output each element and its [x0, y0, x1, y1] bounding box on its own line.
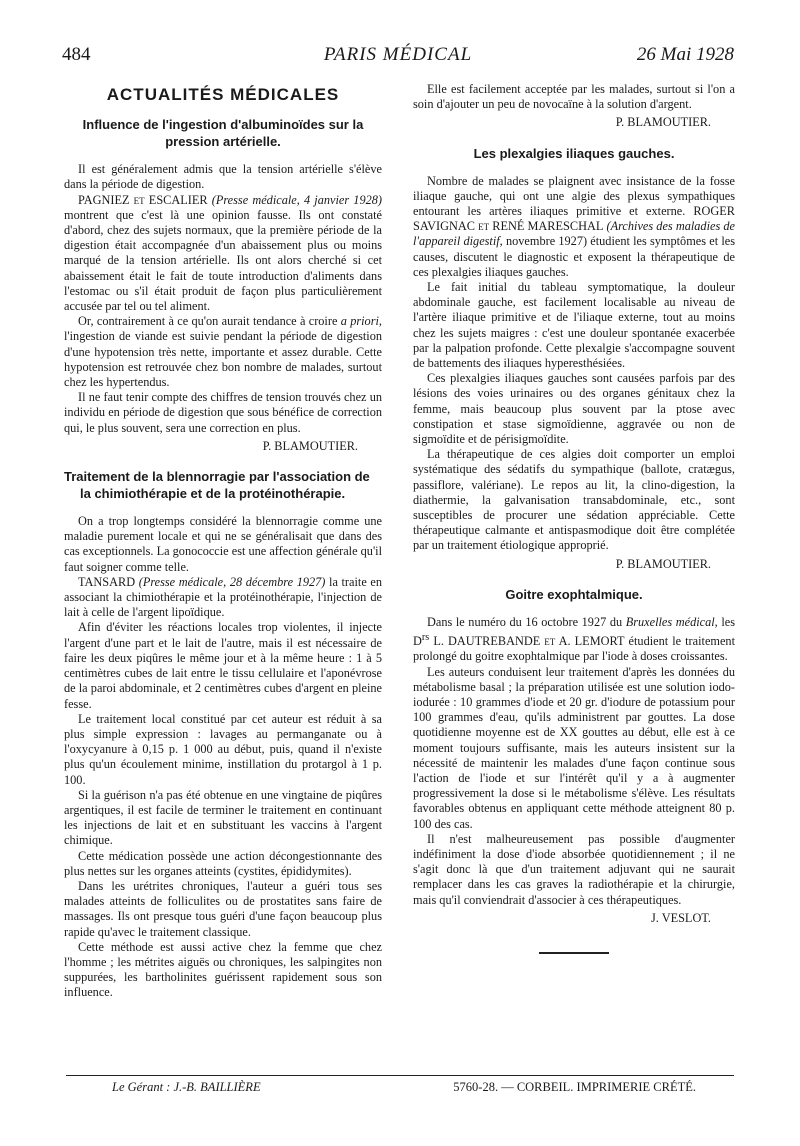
footer-divider — [66, 1075, 734, 1076]
paragraph-text: , les D — [413, 614, 735, 649]
article-title-plexalgies: Les plexalgies iliaques gauches. — [473, 145, 675, 161]
author-names: PAGNIEZ et ESCALIER — [78, 192, 208, 207]
paragraph — [64, 575, 382, 621]
paragraph: On a trop longtemps considéré la blennorragie comme une maladie purement locale et qui ne se généralisait que dans des cas exceptionnels. La gonococcie est une affection générale qu'il faut soigner comme telle. — [64, 514, 382, 574]
paragraph: Cette méthode est aussi active chez la femme que chez l'homme ; les métrites aiguës ou chroniques, les salpingites non suppurées, les bartholinites guérissent rapidement sous son influence. — [64, 939, 382, 1000]
left-column — [64, 82, 382, 1001]
paragraph: Dans les urétrites chroniques, l'auteur a guéri tous ses malades atteints de folliculites ou de prostatites sans faire de massages. Ils ont presque tous guéri d'une façon beaucoup plus rapide qu'avec le traitement classique. — [64, 878, 382, 939]
paragraph-text: novembre 1927) étudient les symptômes et les causes, discutent le diagnostic et exposent la thérapeutique de ces plexalgies iliaques gauches. — [413, 234, 735, 279]
superscript: rs — [421, 632, 430, 644]
citation: (Presse médicale, 28 décembre 1927) — [138, 574, 326, 589]
signature: P. BLAMOUTIER. — [615, 115, 711, 130]
author-names: L. DAUTREBANDE et A. LEMORT — [429, 634, 625, 649]
paragraph: La thérapeutique de ces algies doit comporter un emploi systématique des sédatifs du sympathique (ballote, cratægus, passiflore, valériane). Le repos au lit, la clino-digestion, la diathermie, la galvanisation transabdominale, etc., sont susceptibles de procurer une sédation appréciable. Cette thérapeutique calmante et antispasmodique doit être complétée par un traitement étiologique approprié. — [413, 447, 735, 553]
signature: P. BLAMOUTIER. — [262, 438, 358, 453]
paragraph — [413, 615, 735, 665]
paragraph: Elle est facilement acceptée par les malades, surtout si l'on a soin d'ajouter un peu de novocaïne à la solution d'argent. — [413, 82, 735, 112]
paragraph: Les auteurs conduisent leur traitement d'après les données du métabolisme basal ; la préparation utilisée est une solution iodo-iodurée : 10 grammes d'iode et 20 gr. d'iodure de potassium pour 100 grammes d'eau, qu'ils administrent par gouttes. La dose quotidienne moyenne est de XX gouttes au début, elle est à ce moment toujours suffisante, mais les auteurs insistent sur la nécessité de maintenir les malades d'une façon continue sous l'action de l'iode et sur l'intérêt qu'il y a à augmenter progressivement la dose si le métabolisme s'élève. Les résultats favorables obtenus en appliquant cette méthode atteignent 80 p. 100 des cas. — [413, 664, 735, 831]
paragraph: Le traitement local constitué par cet auteur est réduit à sa plus simple expression : lavages au permanganate ou à l'oxycyanure à 0,15 p. 1 000 au début, puis, quand il n'existe plus qu'un écoulement minime, instillation du protargol à 1 p. 100. — [64, 711, 382, 787]
paragraph-text: , l'ingestion de viande est suivie pendant la période de digestion d'une hypotension très nette, importante et assez durable. Cette hypotension est retrouvée chez bon nombre de malades, surtout chez les hypertendus. — [64, 314, 382, 390]
paragraph: Afin d'éviter les réactions locales trop violentes, il injecte l'argent d'une part et le lait de l'autre, mais il est nécessaire de faire les deux piqûres le même jour et à la même heure : 1 à 5 centimètres cubes de lait entre le tissu cellulaire et l'aponévrose de la paroi abdominale, et 2 centimètres cubes d'argent en pleine fesse. — [64, 620, 382, 711]
paragraph-text: Nombre de malades se plaignent avec insistance de la fosse iliaque gauche, qui ont une algie des plexus sympathiques entourant les artères iliaques primitive et externe. — [413, 173, 735, 219]
signature: J. VESLOT. — [650, 910, 711, 925]
article-title-goitre: Goitre exophtalmique. — [505, 586, 643, 602]
right-column — [413, 82, 735, 954]
paragraph: Il ne faut tenir compte des chiffres de tension trouvés chez un individu en période de digestion que sous bénéfice de correction qui, le plus souvent, sera une correction en plus. — [64, 390, 382, 435]
signature: P. BLAMOUTIER. — [615, 556, 711, 571]
paragraph: Le fait initial du tableau symptomatique, la douleur abdominale gauche, est facilement localisable au niveau de l'artère iliaque primitive et de l'iliaque externe, tout au moins chez les sujets maigres : c'est une douleur spontanée exacerbée par la palpation profonde. Cette plexalgie s'accompagne souvent de battements des iliaques hyperesthésiées. — [413, 280, 735, 371]
citation: (Presse médicale, 4 janvier 1928) — [211, 192, 382, 207]
paragraph: Si la guérison n'a pas été obtenue en une vingtaine de piqûres argentiques, il est facile de terminer le traitement en continuant les injections de lait et en substituant les vaccins à l'argent chimique. — [64, 787, 382, 848]
paragraph-text: Or, contrairement à ce qu'on aurait tendance à croire — [78, 314, 341, 329]
page-header — [62, 44, 734, 70]
paragraph: Il est généralement admis que la tension artérielle s'élève dans la période de digestion. — [64, 162, 382, 192]
manager-credit: Le Gérant : J.-B. BAILLIÈRE — [112, 1080, 261, 1094]
article-title-albuminoides: Influence de l'ingestion d'albuminoïdes sur la pression artérielle. — [82, 117, 364, 150]
paragraph — [64, 193, 382, 315]
paragraph-text: la traite en associant la chimiothérapie et la protéinothérapie, l'injection de lait à celle de l'argent lipoïdique. — [64, 574, 382, 620]
article-title-blennorragie: Traitement de la blennorragie par l'association de la chimiothérapie et de la protéinothérapie. — [64, 469, 370, 502]
page-number: 484 — [62, 44, 91, 65]
issue-date: 26 Mai 1928 — [636, 44, 734, 65]
page-footer — [66, 1080, 734, 1098]
end-rule — [539, 952, 609, 954]
section-title: ACTUALITÉS MÉDICALES — [106, 85, 340, 104]
paragraph-text: Dans le numéro du 16 octobre 1927 du — [427, 614, 626, 629]
author-name: TANSARD — [78, 574, 136, 589]
journal-title: PARIS MÉDICAL — [323, 44, 473, 65]
author-names: ROGER SAVIGNAC et RENÉ MARESCHAL — [413, 204, 735, 234]
paragraph: Cette médication possède une action décongestionnante des plus nettes sur les organes atteints (cystites, épididymites). — [64, 848, 382, 878]
paragraph: Ces plexalgies iliaques gauches sont causées parfois par des lésions des voies urinaires ou des organes génitaux chez la femme, mais beaucoup plus souvent par la ptose avec constipation et stase sigmoïdienne, aggravée ou non de sigmoïdite et de périsigmoïdite. — [413, 371, 735, 447]
paragraph-text: étudient le traitement prolongé du goitre exophtalmique par l'iode à doses croissantes. — [413, 634, 735, 664]
paragraph — [413, 174, 735, 280]
citation: (Archives des maladies de l'appareil digestif, — [413, 219, 735, 249]
printer-imprint: 5760-28. — CORBEIL. IMPRIMERIE CRÉTÉ. — [453, 1080, 696, 1094]
journal-name: Bruxelles médical — [625, 614, 715, 629]
paragraph: Il n'est malheureusement pas possible d'augmenter indéfiniment la dose d'iode absorbée quotidiennement ; il ne s'agit donc là que d'un traitement adjuvant qui ne saurait remplacer dans les cas graves la radiothérapie et la chirurgie, mais qu'il conviendrait d'associer à ces thérapeutiques. — [413, 831, 735, 907]
paragraph-text: montrent que c'est là une opinion fausse. Ils ont constaté d'abord, chez des sujets normaux, que la première période de la digestion était accompagnée d'un abaissement plus ou moins marqué de la tension artérielle. Ils ont alors cherché si cet abaissement était le fait de toute introduction d'aliments dans l'estomac ou s'il était produit de façon plus particulièrement accusée par tel ou tel aliment. — [64, 207, 382, 314]
paragraph — [64, 314, 382, 390]
italic-phrase: a priori — [340, 314, 379, 329]
